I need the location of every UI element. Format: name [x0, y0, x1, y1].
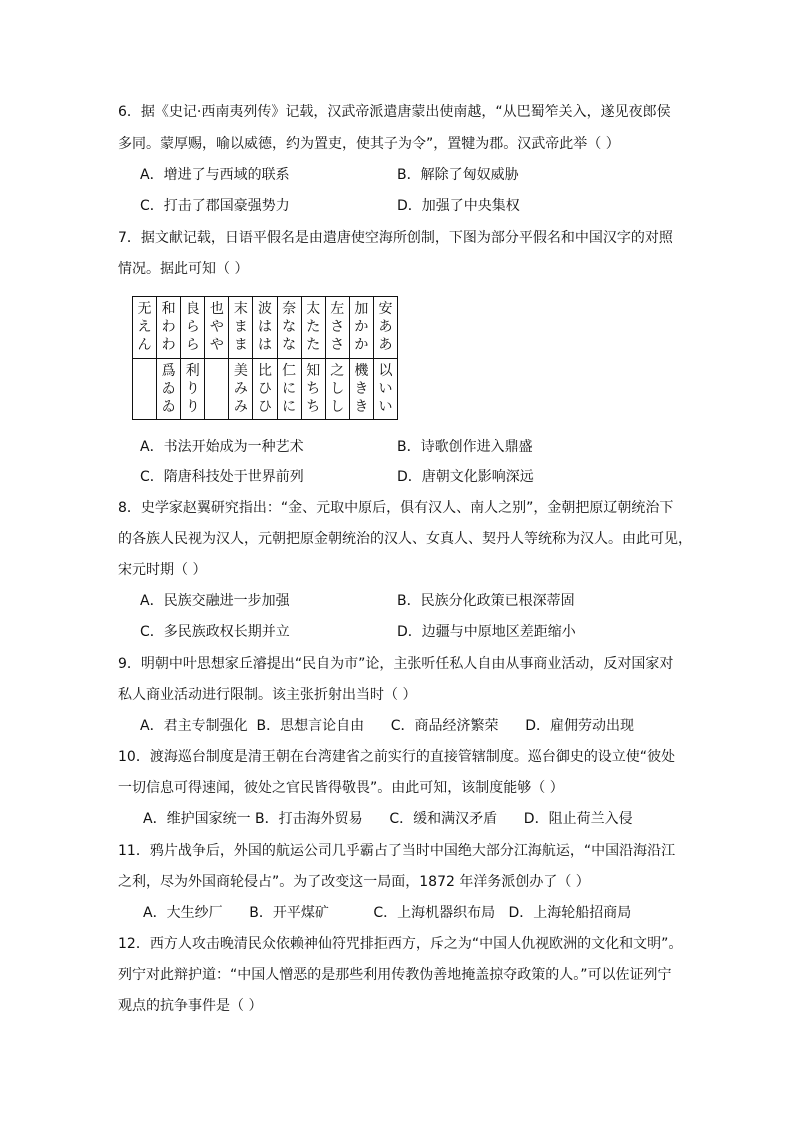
kana-glyph: き: [354, 380, 369, 397]
kana-cell-top: [157, 297, 180, 359]
kana-glyph: 爲: [161, 362, 176, 379]
kana-glyph: 安: [378, 301, 393, 318]
kana-column: [252, 297, 276, 419]
kana-glyph: え: [137, 319, 152, 336]
kana-glyph: し: [330, 380, 345, 397]
kana-glyph: 加: [354, 301, 369, 318]
kana-column: [180, 297, 204, 419]
kana-glyph: わ: [161, 337, 176, 354]
q6-option-d[interactable]: D．加强了中央集权: [397, 198, 520, 214]
kana-column: [133, 297, 156, 419]
kana-cell-top: [133, 297, 156, 359]
q7-option-c[interactable]: C．隋唐科技处于世界前列: [140, 469, 304, 485]
q11-stem-line1: 11．鸦片战争后，外国的航运公司几乎霸占了当时中国绝大部分江海航运，“中国沿海沿江: [118, 843, 676, 859]
kana-cell-bottom: [350, 359, 373, 420]
kana-glyph: や: [209, 319, 224, 336]
q6-option-c[interactable]: C．打击了郡国豪强势力: [140, 198, 290, 214]
kana-glyph: 也: [209, 301, 224, 318]
kana-glyph: な: [282, 337, 297, 354]
kana-glyph: み: [233, 380, 248, 397]
kana-cell-bottom: [181, 359, 204, 420]
q9-stem-line1: 9．明朝中叶思想家丘濬提出“民自为市”论，主张听任私人自由从事商业活动，反对国家对: [118, 656, 674, 672]
kana-glyph: 末: [233, 301, 248, 318]
kana-glyph: ゐ: [161, 398, 176, 415]
q12-stem-line1: 12．西方人攻击晚清民众依赖神仙符咒排拒西方，斥之为“中国人仇视欧洲的文化和文明”。: [118, 936, 683, 952]
kana-glyph: 和: [161, 301, 176, 318]
q8-stem-line1: 8．史学家赵翼研究指出：“金、元取中原后，俱有汉人、南人之别”，金朝把原辽朝统治下: [118, 500, 674, 516]
q7-stem-line1: 7．据文献记载，日语平假名是由遣唐使空海所创制，下图为部分平假名和中国汉字的对照: [118, 230, 673, 246]
kana-glyph: た: [306, 337, 321, 354]
kana-glyph: に: [282, 398, 297, 415]
q7-option-a[interactable]: A．书法开始成为一种艺术: [140, 439, 304, 455]
kana-cell-top: [229, 297, 252, 359]
kana-cell-bottom: [157, 359, 180, 420]
kana-glyph: か: [354, 319, 369, 336]
kana-glyph: 无: [137, 301, 152, 318]
kana-cell-bottom: [326, 359, 349, 420]
kana-cell-top: [181, 297, 204, 359]
kana-glyph: ら: [185, 337, 200, 354]
q8-option-b[interactable]: B．民族分化政策已根深蒂固: [397, 593, 575, 609]
q7-stem-line2: 情况。据此可知（ ）: [118, 261, 249, 277]
kana-cell-bottom: [374, 359, 397, 420]
kana-glyph: り: [185, 398, 200, 415]
kana-cell-bottom: [302, 359, 325, 420]
kana-glyph: 左: [330, 301, 345, 318]
kana-glyph: ん: [137, 337, 152, 354]
kana-glyph: ら: [185, 319, 200, 336]
kana-glyph: ひ: [258, 398, 273, 415]
kana-glyph: ま: [233, 337, 248, 354]
kana-glyph: 之: [330, 362, 345, 379]
q10-stem-line1: 10．渡海巡台制度是清王朝在台湾建省之前实行的直接管辖制度。巡台御史的设立使“彼处: [118, 749, 676, 765]
kana-glyph: ち: [306, 398, 321, 415]
kana-column: [204, 297, 228, 419]
kana-cell-top: [326, 297, 349, 359]
kana-cell-top: [374, 297, 397, 359]
kana-glyph: し: [330, 398, 345, 415]
q6-stem-line2: 多同。蒙厚赐，喻以威德，约为置吏，使其子为令”，置犍为郡。汉武帝此举（ ）: [118, 136, 620, 152]
q11-options[interactable]: A．大生纱厂 B．开平煤矿 C．上海机器织布局 D．上海轮船招商局: [143, 905, 632, 921]
kana-column: [325, 297, 349, 419]
kana-glyph: ひ: [258, 380, 273, 397]
q6-stem-line1: 6．据《史记·西南夷列传》记载，汉武帝派遣唐蒙出使南越，“从巴蜀笮关入，遂见夜郎侯: [118, 104, 671, 120]
kana-cell-top: [205, 297, 228, 359]
q7-option-b[interactable]: B．诗歌创作进入鼎盛: [397, 439, 533, 455]
kana-glyph: に: [282, 380, 297, 397]
kana-glyph: あ: [378, 337, 393, 354]
kana-glyph: 良: [185, 301, 200, 318]
q8-option-d[interactable]: D．边疆与中原地区差距缩小: [397, 624, 576, 640]
kana-glyph: 以: [378, 362, 393, 379]
kana-column: [277, 297, 301, 419]
q8-option-c[interactable]: C．多民族政权长期并立: [140, 624, 290, 640]
kana-glyph: さ: [330, 337, 345, 354]
kana-glyph: 波: [258, 301, 273, 318]
q12-stem-line2: 列宁对此辩护道：“中国人憎恶的是那些利用传教伪善地掩盖掠夺政策的人。”可以佐证列宁: [118, 967, 672, 983]
kana-cell-bottom: [253, 359, 276, 420]
kana-glyph: み: [233, 398, 248, 415]
kana-column: [373, 297, 397, 419]
kana-column: [349, 297, 373, 419]
kana-column: [228, 297, 252, 419]
q12-stem-line3: 观点的抗争事件是（ ）: [118, 998, 263, 1014]
kana-glyph: 美: [233, 362, 248, 379]
kana-glyph: た: [306, 319, 321, 336]
kana-glyph: き: [354, 398, 369, 415]
kana-column: [301, 297, 325, 419]
kana-comparison-table: [132, 296, 398, 420]
kana-glyph: い: [378, 398, 393, 415]
kana-glyph: か: [354, 337, 369, 354]
kana-cell-bottom: [133, 359, 156, 420]
kana-glyph: は: [258, 337, 273, 354]
kana-glyph: り: [185, 380, 200, 397]
kana-glyph: わ: [161, 319, 176, 336]
kana-cell-bottom: [205, 359, 228, 420]
q10-options[interactable]: A．维护国家统一 B．打击海外贸易 C．缓和满汉矛盾 D．阻止荷兰入侵: [143, 811, 633, 827]
q6-option-b[interactable]: B．解除了匈奴威胁: [397, 167, 519, 183]
kana-column: [156, 297, 180, 419]
q10-stem-line2: 一切信息可得速闻，彼处之官民皆得敬畏”。由此可知，该制度能够（ ）: [118, 780, 564, 796]
q9-options[interactable]: A．君主专制强化 B．思想言论自由 C．商品经济繁荣 D．雇佣劳动出现: [140, 718, 635, 734]
kana-glyph: あ: [378, 319, 393, 336]
kana-glyph: は: [258, 319, 273, 336]
kana-glyph: 奈: [282, 301, 297, 318]
kana-glyph: 比: [258, 362, 273, 379]
kana-cell-top: [302, 297, 325, 359]
kana-glyph: ゐ: [161, 380, 176, 397]
kana-glyph: 機: [354, 362, 369, 379]
kana-glyph: さ: [330, 319, 345, 336]
q7-option-d[interactable]: D．唐朝文化影响深远: [397, 469, 534, 485]
kana-cell-top: [253, 297, 276, 359]
kana-cell-bottom: [278, 359, 301, 420]
kana-cell-top: [350, 297, 373, 359]
q9-stem-line2: 私人商业活动进行限制。该主张折射出当时（ ）: [118, 687, 417, 703]
kana-glyph: や: [209, 337, 224, 354]
kana-glyph: な: [282, 319, 297, 336]
kana-glyph: ち: [306, 380, 321, 397]
kana-glyph: い: [378, 380, 393, 397]
q8-option-a[interactable]: A．民族交融进一步加强: [140, 593, 290, 609]
kana-glyph: 知: [306, 362, 321, 379]
kana-glyph: ま: [233, 319, 248, 336]
kana-cell-top: [278, 297, 301, 359]
q11-stem-line2: 之利，尽为外国商轮侵占”。为了改变这一局面，1872 年洋务派创办了（ ）: [118, 874, 590, 890]
kana-glyph: 太: [306, 301, 321, 318]
q8-stem-line3: 宋元时期（ ）: [118, 562, 207, 578]
q6-option-a[interactable]: A．增进了与西域的联系: [140, 167, 290, 183]
kana-glyph: 利: [185, 362, 200, 379]
q8-stem-line2: 的各族人民视为汉人，元朝把原金朝统治的汉人、女真人、契丹人等统称为汉人。由此可见，: [118, 531, 692, 547]
kana-glyph: 仁: [282, 362, 297, 379]
kana-cell-bottom: [229, 359, 252, 420]
